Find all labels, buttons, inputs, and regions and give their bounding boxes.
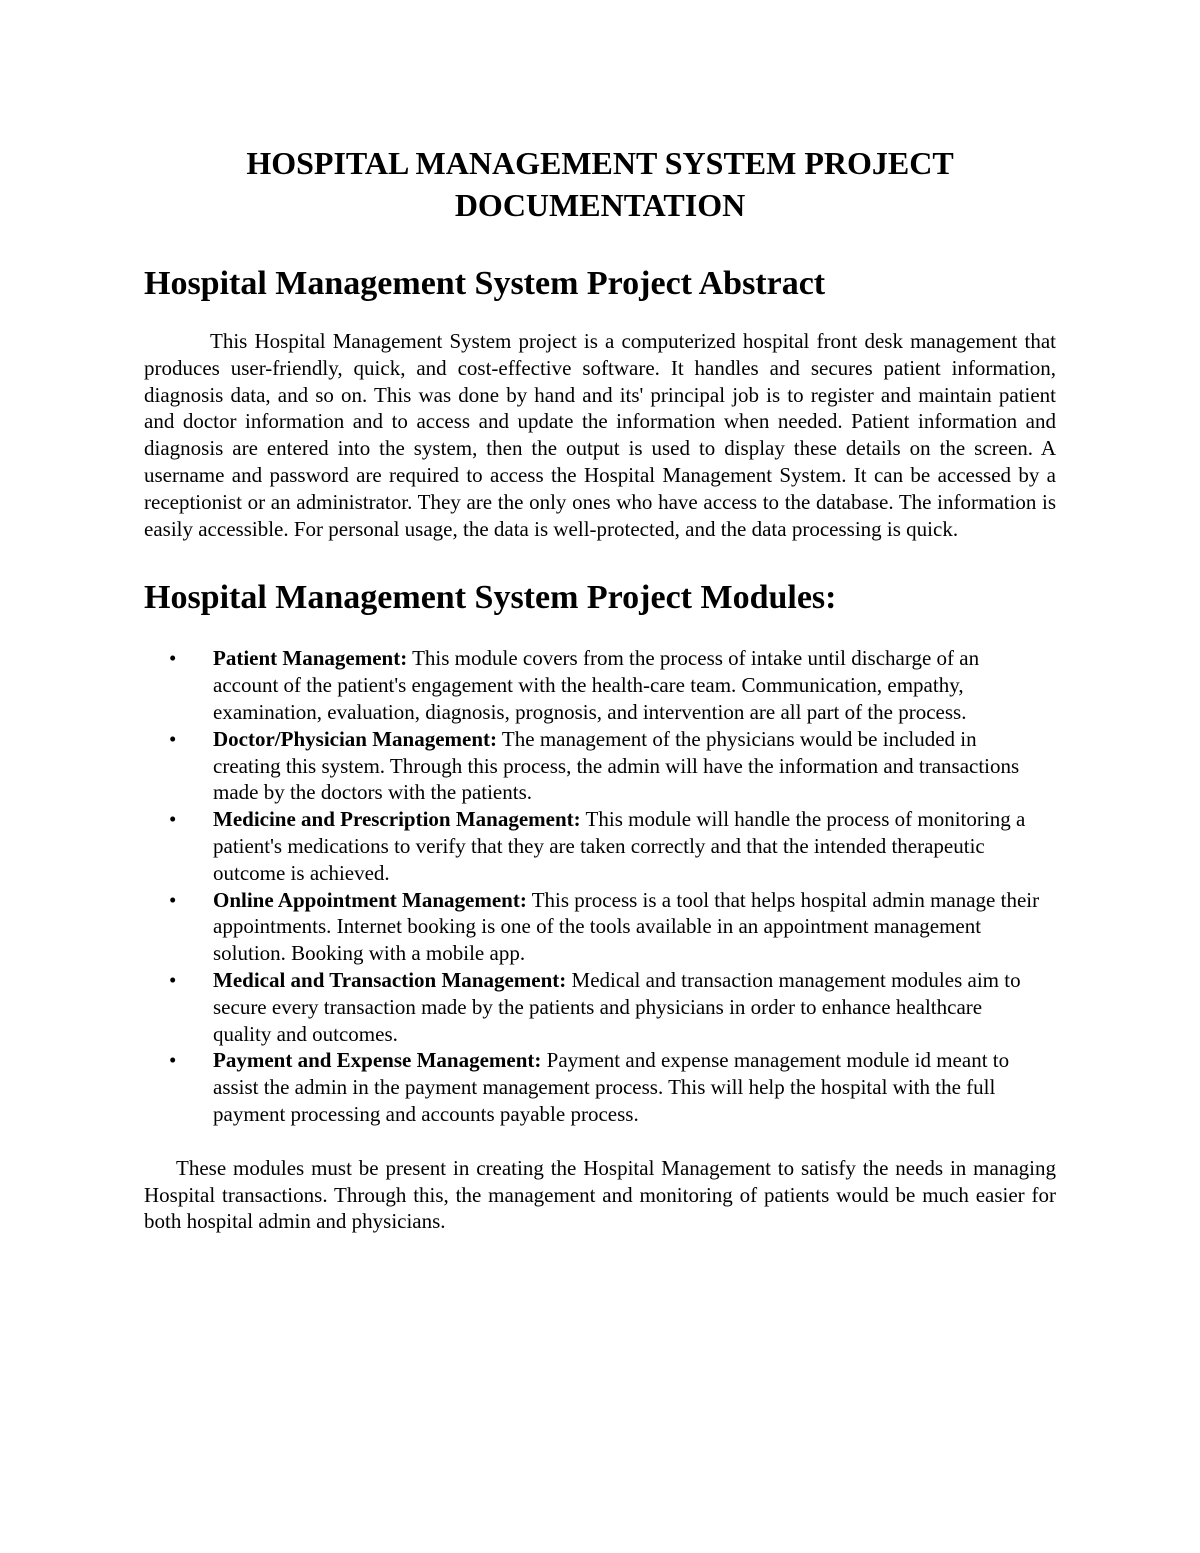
module-name: Doctor/Physician Management: — [213, 726, 498, 751]
document-page — [144, 142, 1056, 1235]
module-description: This process is a tool that helps hospital admin manage their appointments. Internet booking is one of the tools available in an appointment management solution. Booking with a mobile app. — [213, 887, 1040, 966]
module-name: Patient Management: — [213, 646, 408, 671]
module-list — [144, 645, 1056, 1127]
bullet-icon: • — [169, 646, 177, 671]
module-description: The management of the physicians would be included in creating this system. Through this process, the admin will have the information and transactions made by the doctors with the patients. — [213, 726, 1020, 805]
bullet-icon: • — [169, 1048, 177, 1073]
abstract-paragraph: This Hospital Management System project is a computerized hospital front desk management that produces user-friendly, quick, and cost-effective software. It handles and secures patient information, diagnosis data, and so on. This was done by hand and its' principal job is to register and maintain patient and doctor information and to access and update the information when needed. Patient information and diagnosis are entered into the system, then the output is used to display these details on the screen. A username and password are required to access the Hospital Management System. It can be accessed by a receptionist or an administrator. They are the only ones who have access to the database. The information is easily accessible. For personal usage, the data is well-protected, and the data processing is quick. — [144, 329, 1056, 541]
module-description: This module covers from the process of intake until discharge of an account of the patient's engagement with the health-care team. Communication, empathy, examination, evaluation, diagnosis, prognosis, and intervention are all part of the process. — [213, 646, 980, 724]
module-description: This module will handle the process of monitoring a patient's medications to verify that they are taken correctly and that the intended therapeutic outcome is achieved. — [213, 807, 1026, 885]
document-title — [144, 142, 1056, 226]
document-title-line-1: HOSPITAL MANAGEMENT SYSTEM PROJECT — [246, 145, 954, 181]
module-description: Medical and transaction management modules aim to secure every transaction made by the patients and physicians in order to enhance healthcare quality and outcomes. — [213, 967, 1021, 1046]
bullet-icon: • — [169, 726, 177, 751]
module-description: Payment and expense management module id meant to assist the admin in the payment management process. This will help the hospital with the full payment processing and accounts payable process. — [213, 1048, 1010, 1126]
document-title-line-2: DOCUMENTATION — [454, 187, 746, 223]
closing-paragraph: These modules must be present in creating the Hospital Management to satisfy the needs in managing Hospital transactions. Through this, the management and monitoring of patients would be much easier for both hospital admin and physicians. — [144, 1155, 1056, 1234]
bullet-icon: • — [169, 887, 177, 912]
module-item-appointment-management — [144, 887, 1056, 967]
module-item-patient-management — [144, 645, 1056, 725]
module-item-doctor-management — [144, 726, 1056, 806]
bullet-icon: • — [169, 967, 177, 992]
module-item-transaction-management — [144, 967, 1056, 1047]
module-name: Medical and Transaction Management: — [213, 967, 567, 992]
module-item-medicine-management — [144, 806, 1056, 886]
modules-heading: Hospital Management System Project Modules: — [144, 579, 837, 617]
bullet-icon: • — [169, 807, 177, 832]
abstract-heading: Hospital Management System Project Abstract — [144, 265, 826, 302]
module-item-payment-management — [144, 1047, 1056, 1127]
module-name: Payment and Expense Management: — [213, 1048, 542, 1073]
module-name: Online Appointment Management: — [213, 887, 527, 912]
module-name: Medicine and Prescription Management: — [213, 807, 581, 832]
